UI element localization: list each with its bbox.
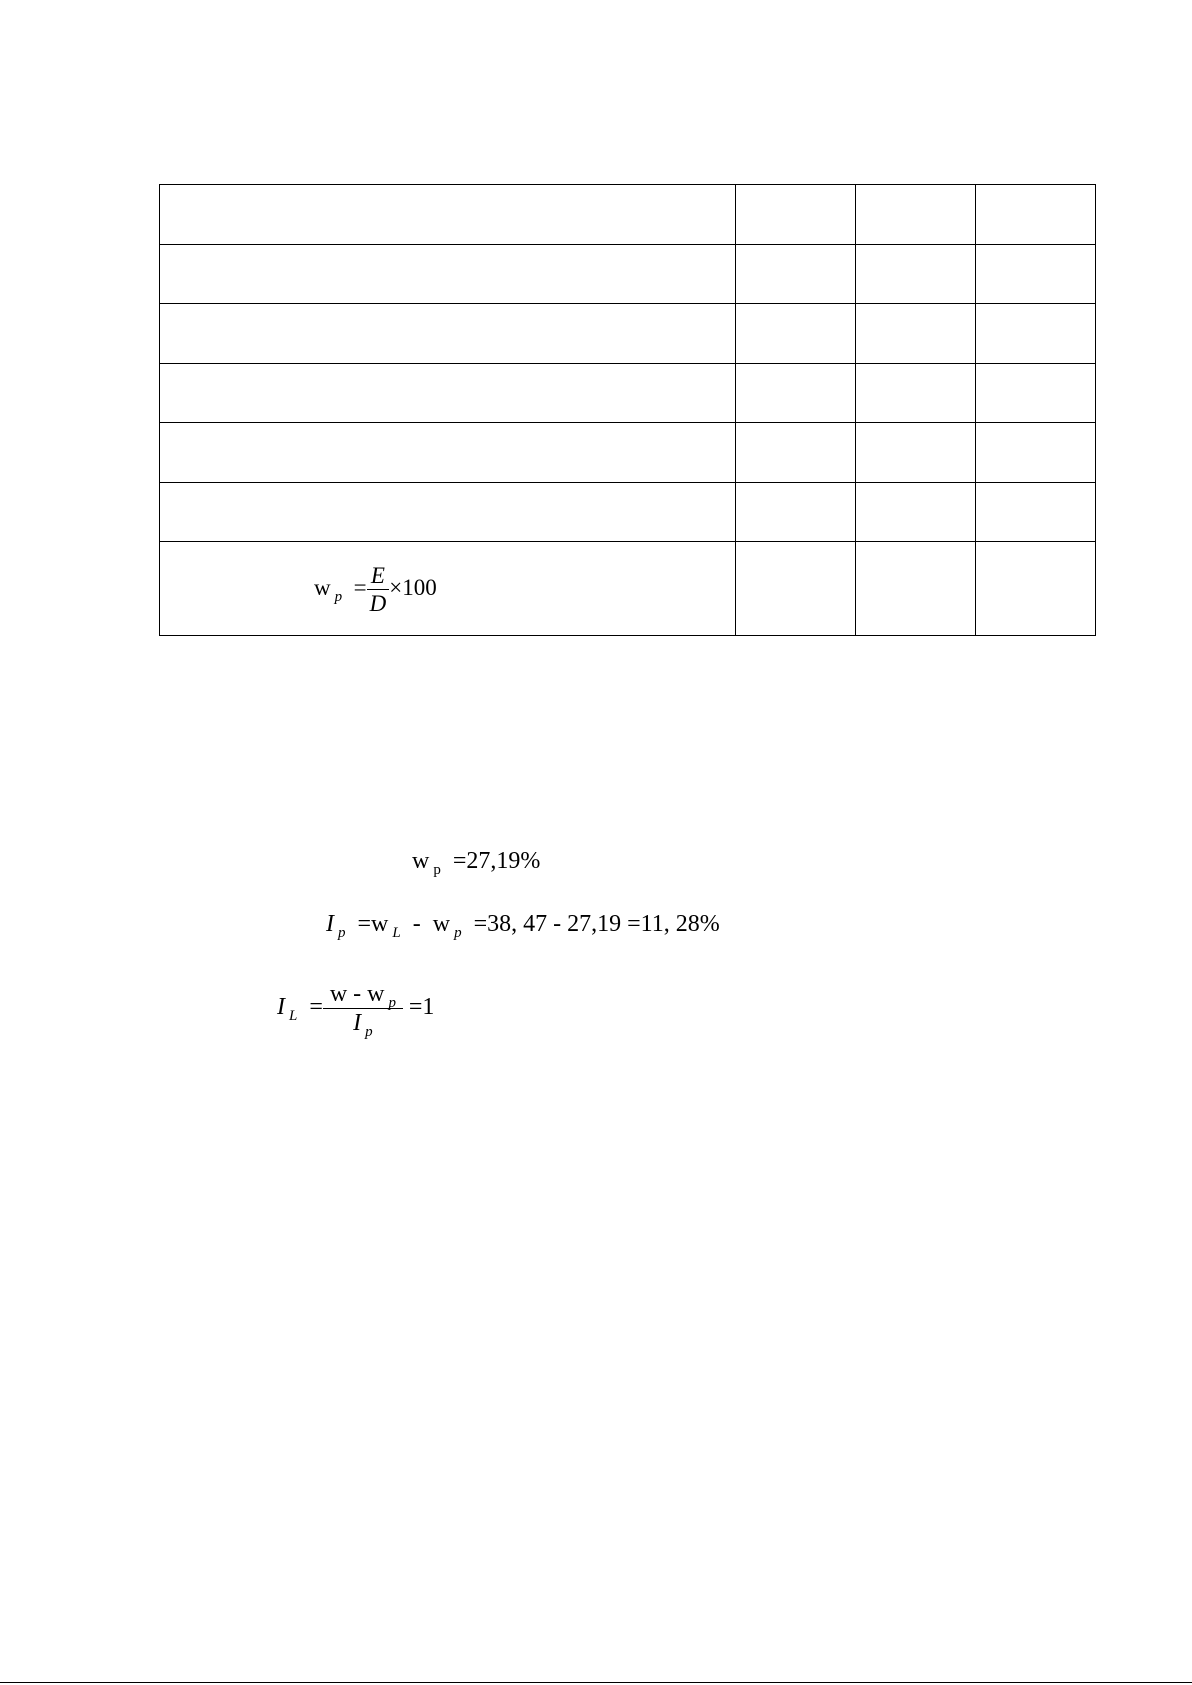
fraction-denominator bbox=[323, 1009, 403, 1040]
fraction-denominator: D bbox=[369, 591, 387, 616]
fraction-numerator: E bbox=[367, 564, 390, 590]
table-cell bbox=[976, 304, 1096, 364]
table-row bbox=[160, 304, 1096, 364]
table-cell bbox=[856, 423, 976, 483]
table-cell bbox=[856, 304, 976, 364]
table-cell-formula bbox=[160, 542, 736, 636]
formula-symbol: I bbox=[326, 911, 334, 937]
formula-symbol: w bbox=[412, 848, 430, 874]
table-cell bbox=[856, 542, 976, 636]
table-row bbox=[160, 423, 1096, 483]
formula-subscript: p bbox=[433, 862, 441, 878]
table-cell bbox=[856, 185, 976, 245]
denominator-symbol: I bbox=[353, 1010, 362, 1036]
formula-equals: = bbox=[309, 994, 323, 1021]
formula-value: =38, 47 - 27,19 =11, 28% bbox=[473, 911, 720, 937]
table-cell bbox=[976, 423, 1096, 483]
formula-value: =27,19% bbox=[452, 848, 541, 874]
formula-operator: - bbox=[412, 911, 421, 937]
formula-subscript: L bbox=[289, 1008, 298, 1025]
table-cell bbox=[160, 482, 736, 542]
table-cell bbox=[160, 423, 736, 483]
formula-subscript: p bbox=[334, 588, 343, 605]
table-cell bbox=[856, 244, 976, 304]
table-cell bbox=[976, 363, 1096, 423]
table-cell bbox=[160, 363, 736, 423]
formula-fraction bbox=[367, 564, 390, 615]
formula-wp bbox=[412, 848, 541, 878]
formula-subscript: p bbox=[365, 1024, 373, 1040]
table-row bbox=[160, 363, 1096, 423]
formula-equals: = bbox=[353, 574, 367, 600]
table-cell bbox=[856, 482, 976, 542]
page-bottom-rule bbox=[0, 1682, 1192, 1683]
formula-subscript: p bbox=[338, 925, 346, 941]
table-row bbox=[160, 244, 1096, 304]
table-cell bbox=[736, 423, 856, 483]
table-cell bbox=[736, 363, 856, 423]
formula-multiplier: ×100 bbox=[389, 574, 437, 600]
table-row bbox=[160, 482, 1096, 542]
table-cell bbox=[160, 304, 736, 364]
formula-symbol: w bbox=[314, 574, 331, 600]
table-row bbox=[160, 185, 1096, 245]
formula-plastic-limit-definition bbox=[314, 564, 437, 615]
numerator-text: w - w bbox=[329, 981, 385, 1007]
table-cell bbox=[736, 482, 856, 542]
table-cell bbox=[160, 185, 736, 245]
formula-il bbox=[277, 981, 435, 1040]
formula-term: =w bbox=[357, 911, 389, 937]
formula-value: =1 bbox=[408, 994, 435, 1021]
table-cell bbox=[976, 482, 1096, 542]
data-table bbox=[159, 184, 1096, 636]
formula-term: w bbox=[432, 911, 451, 937]
formula-fraction bbox=[323, 981, 403, 1040]
table-cell bbox=[976, 244, 1096, 304]
fraction-numerator bbox=[323, 982, 403, 1009]
table-cell bbox=[736, 244, 856, 304]
formula-subscript: p bbox=[454, 925, 462, 941]
table-cell bbox=[160, 244, 736, 304]
table-cell bbox=[976, 542, 1096, 636]
formula-symbol: I bbox=[277, 994, 285, 1021]
table-cell bbox=[736, 185, 856, 245]
table-cell bbox=[976, 185, 1096, 245]
table-cell bbox=[856, 363, 976, 423]
table-cell bbox=[736, 542, 856, 636]
formula-subscript: L bbox=[392, 925, 401, 941]
table-row-formula bbox=[160, 542, 1096, 636]
formula-subscript: p bbox=[388, 995, 396, 1011]
table-cell bbox=[736, 304, 856, 364]
formula-ip bbox=[326, 911, 720, 941]
